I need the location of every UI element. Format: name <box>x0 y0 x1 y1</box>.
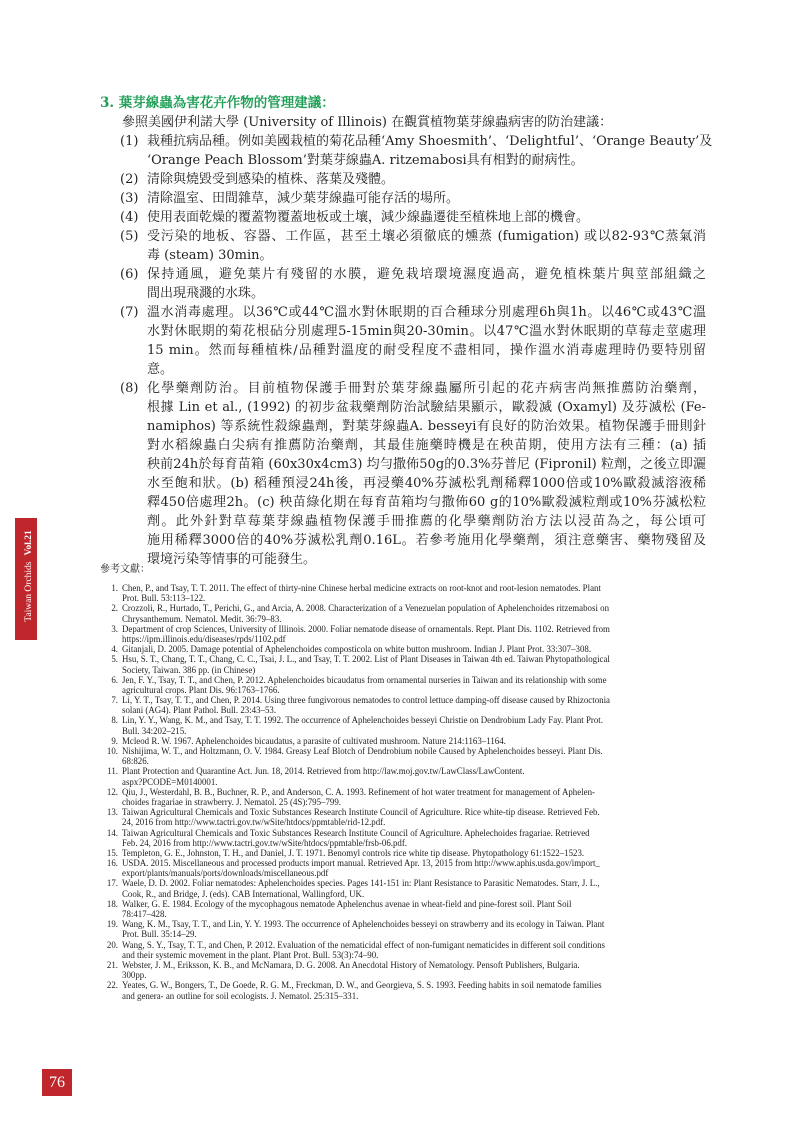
reference-line: 300pp. <box>122 970 147 981</box>
reference-line: 24, 2016 from http://www.tactri.gov.tw/wSite/htdocs/ppmtable/rid-12.pdf. <box>122 817 386 828</box>
reference-text <box>122 858 700 878</box>
reference-text <box>122 807 700 827</box>
reference-line: Mcleod R. W. 1967. Aphelenchoides bicaudatus, a parasite of cultivated mushroom. Nature 214:1163–1164. <box>122 735 506 746</box>
reference-number: 13. <box>106 807 118 818</box>
reference-text <box>122 624 700 644</box>
reference-text <box>122 878 700 898</box>
reference-line: solani (AG4). Plant Pathol. Bull. 23:43–53. <box>122 705 277 716</box>
reference-line: Crozzoli, R., Hurtado, T., Perichi, G., and Arcia, A. 2008. Characterization of a Venezuelan population of Aphelenchoides ritzemabosi on <box>122 603 610 614</box>
recommendation-item <box>120 265 706 303</box>
journal-side-tab <box>15 518 37 640</box>
reference-item <box>100 654 700 674</box>
reference-number: 14. <box>106 827 118 838</box>
reference-line: 78:417–428. <box>122 909 167 920</box>
reference-line: Nishijima, W. T., and Holtzmann, O. V. 1984. Greasy Leaf Blotch of Dendrobium nobile Caused by Aphelenchoides besseyi. Plant Dis. <box>122 746 603 757</box>
reference-number: 3. <box>111 623 118 634</box>
item-line: 水對休眠期的菊花根砧分別處理5-15min與20-30min。以47℃溫水對休眠期的草莓走莖處理 <box>147 324 706 339</box>
item-number: (8) <box>120 381 139 396</box>
reference-line: agricultural crops. Plant Dis. 96:1763–1766. <box>122 684 280 695</box>
reference-line: Bull. 34:202–215. <box>122 725 187 736</box>
reference-item <box>100 603 700 623</box>
reference-number: 8. <box>111 715 118 726</box>
reference-line: export/plants/manuals/ports/downloads/miscellaneous.pdf <box>122 868 329 879</box>
reference-item <box>100 787 700 807</box>
reference-item <box>100 583 700 603</box>
reference-number: 5. <box>111 654 118 665</box>
reference-item <box>100 940 700 960</box>
item-number: (3) <box>120 191 139 206</box>
item-number: (1) <box>120 134 139 149</box>
references-list <box>100 583 700 1001</box>
recommendation-item <box>120 132 713 170</box>
reference-line: Taiwan Agricultural Chemicals and Toxic Substances Research Institute Council of Agriculture. Rice white-tip disease. Retrieved Feb. <box>122 807 600 818</box>
reference-line: Wang, S. Y., Tsay, T. T., and Chen, P. 2012. Evaluation of the nematicidal effect of non-fumigant nematicides in different soil conditions <box>122 939 605 950</box>
item-line: 對水稻線蟲白尖病有推薦防治藥劑，其最佳施藥時機是在秧苗期，使用方法有三種：(a) 插 <box>147 438 706 453</box>
page-number: 76 <box>42 1069 72 1096</box>
item-line: ‘Orange Peach Blossom’對葉芽線蟲A. ritzemabosi具有相對的耐病性。 <box>147 153 584 168</box>
reference-item <box>100 878 700 898</box>
management-section <box>100 94 713 569</box>
reference-line: Plant Protection and Quarantine Act. Jun. 18, 2014. Retrieved from http://law.moj.gov.tw/LawClass/LawContent. <box>122 766 525 777</box>
reference-line: Department of crop Sciences, University of Illinois. 2000. Foliar nematode disease of ornamentals. Rept. Plant Dis. 1102. Retrieved from <box>122 623 610 634</box>
item-line: 溫水消毒處理。以36℃或44℃溫水對休眠期的百合種球分別處理6h與1h。以46℃或43℃溫 <box>147 305 706 320</box>
reference-line: Feb. 24, 2016 from http://www.tactri.gov.tw/wSite/htdocs/ppmtable/frsb-06.pdf. <box>122 837 408 848</box>
reference-item <box>100 675 700 695</box>
item-line: 根據 Lin et al., (1992) 的初步盆栽藥劑防治試驗結果顯示，歐殺滅 (Oxamyl) 及芬滅松 (Fe- <box>147 400 706 415</box>
reference-line: Jen, F. Y., Tsay, T. T., and Chen, P. 2012. Aphelenchoides bicaudatus from ornamental nurseries in Taiwan and its relationship with some <box>122 674 607 685</box>
item-line: 保持通風，避免葉片有殘留的水膜，避免栽培環境濕度過高，避免植株葉片與莖部組織之 <box>147 267 706 282</box>
item-text <box>147 227 706 265</box>
section-title: 3. 葉芽線蟲為害花卉作物的管理建議： <box>100 95 335 111</box>
reference-text <box>122 746 700 766</box>
reference-line: Chrysanthemum. Nematol. Medit. 36:79–83. <box>122 613 282 624</box>
reference-number: 1. <box>111 583 118 593</box>
reference-number: 6. <box>111 674 118 685</box>
reference-number: 22. <box>106 980 118 991</box>
references-title: 參考文獻： <box>100 564 150 575</box>
item-line: 清除與燒毀受到感染的植株、落葉及殘體。 <box>147 172 395 187</box>
item-line: 栽種抗病品種。例如美國栽植的菊花品種‘Amy Shoesmith’、‘Delightful’、‘Orange Beauty’及 <box>147 134 713 149</box>
journal-volume: Vol.21 <box>24 530 34 556</box>
reference-text <box>122 980 700 1000</box>
recommendation-item <box>120 170 706 189</box>
reference-line: Gitanjali, D. 2005. Damage potential of Aphelenchoides composticola on white button mushroom. Indian J. Plant Prot. 33:307–308. <box>122 644 592 655</box>
item-number: (2) <box>120 172 139 187</box>
reference-number: 12. <box>106 786 118 797</box>
reference-line: aspx?PCODE=M0140001. <box>122 776 218 787</box>
reference-item <box>100 980 700 1000</box>
item-number: (4) <box>120 210 139 225</box>
reference-text <box>122 583 700 603</box>
recommendation-item <box>120 189 706 208</box>
item-text <box>147 379 706 569</box>
reference-number: 2. <box>111 603 118 614</box>
item-text <box>147 265 706 303</box>
item-number: (5) <box>120 229 139 244</box>
reference-line: Prot. Bull. 53:113–122. <box>122 593 206 604</box>
recommendation-item <box>120 379 706 569</box>
reference-number: 21. <box>106 959 118 970</box>
reference-number: 17. <box>106 878 118 889</box>
recommendation-item <box>120 227 706 265</box>
reference-number: 4. <box>111 644 118 655</box>
item-line: 意。 <box>147 362 174 377</box>
reference-number: 19. <box>106 919 118 930</box>
reference-item <box>100 766 700 786</box>
reference-text <box>122 899 700 919</box>
reference-text <box>122 603 700 623</box>
recommendation-item <box>120 303 706 379</box>
reference-line: and genera- an outline for soil ecologists. J. Nematol. 25:315–331. <box>122 990 359 1001</box>
reference-item <box>100 919 700 939</box>
reference-line: Yeates, G. W., Bongers, T., De Goede, R. G. M., Freckman, D. W., and Georgieva, S. S. 1993. Feeding habits in soil nematode families <box>122 980 602 991</box>
reference-number: 9. <box>111 735 118 746</box>
reference-item <box>100 858 700 878</box>
item-line: 使用表面乾燥的覆蓋物覆蓋地板或土壤，減少線蟲遷徙至植株地上部的機會。 <box>147 210 590 225</box>
reference-text <box>122 940 700 960</box>
reference-item <box>100 736 700 746</box>
reference-text <box>122 644 700 654</box>
reference-line: Lin, Y. Y., Wang, K. M., and Tsay, T. T. 1992. The occurrence of Aphelenchoides besseyi Christie on Dendrobium Lady Fay. Plant Prot. <box>122 715 603 726</box>
reference-line: Taiwan Agricultural Chemicals and Toxic Substances Research Institute Council of Agriculture. Aphelechoides fragariae. Retrieved <box>122 827 590 838</box>
reference-text <box>122 715 700 735</box>
recommendation-item <box>120 208 706 227</box>
reference-item <box>100 715 700 735</box>
item-line: 化學藥劑防治。目前植物保護手冊對於葉芽線蟲屬所引起的花卉病害尚無推薦防治藥劑， <box>147 381 706 396</box>
recommendation-list <box>100 132 713 569</box>
reference-line: choides fragariae in strawberry. J. Nematol. 25 (4S):795–799. <box>122 796 342 807</box>
reference-item <box>100 746 700 766</box>
reference-line: Waele, D. D. 2002. Foliar nematodes: Aphelenchoides species. Pages 141-151 in: Plant Resistance to Parasitic Nematodes. Starr, J. L., <box>122 878 600 889</box>
reference-text <box>122 695 700 715</box>
reference-line: Webster, J. M., Eriksson, K. B., and McNamara, D. G. 2008. An Anecdotal History of Nematology. Pensoft Publishers, Bulgaria. <box>122 959 580 970</box>
reference-line: Prot. Bull. 35:14–29. <box>122 929 197 940</box>
section-intro: 參照美國伊利諾大學 (University of Illinois) 在觀賞植物葉芽線蟲病害的防治建議： <box>122 115 613 130</box>
reference-item <box>100 960 700 980</box>
reference-number: 16. <box>106 858 118 869</box>
reference-line: Chen, P., and Tsay, T. T. 2011. The effect of thirty-nine Chinese herbal medicine extracts on root-knot and root-lesion nematodes. Plant <box>122 583 601 593</box>
reference-item <box>100 828 700 848</box>
reference-text <box>122 654 700 674</box>
reference-line: Hsu, S. T., Chang, T. T., Chang, C. C., Tsai, J. L., and Tsay, T. T. 2002. List of Plant Diseases in Taiwan 4th ed. Taiwan Phytopathological <box>122 654 610 665</box>
item-line: 環境污染等情事的可能發生。 <box>147 552 317 567</box>
reference-item <box>100 644 700 654</box>
reference-line: Society, Taiwan. 386 pp. (in Chinese) <box>122 664 256 675</box>
item-line: 間出現飛濺的水珠。 <box>147 286 265 301</box>
item-line: 釋450倍處理2h。(c) 秧苗綠化期在每育苗箱均勻撒佈60 g的10%歐殺滅粒劑或10%芬滅松粒 <box>147 495 706 510</box>
reference-line: Templeton, G. E., Johnston, T. H., and Daniel, J. T. 1971. Benomyl controls rice white tip disease. Phytopathology 61:1522–1523. <box>122 847 585 858</box>
item-line: 秧前24h於每育苗箱 (60x30x4cm3) 均勻撒佈50g的0.3%芬普尼 (Fipronil) 粒劑，之後立即灑 <box>147 457 706 472</box>
item-text <box>147 303 706 379</box>
item-text <box>147 189 706 208</box>
reference-line: 68:826. <box>122 756 149 767</box>
reference-line: Li, Y. T., Tsay, T. T., and Chen, P. 2014. Using three fungivorous nematodes to control lettuce damping-off disease caused by Rhizoctonia <box>122 695 610 706</box>
item-text <box>147 170 706 189</box>
reference-number: 18. <box>106 898 118 909</box>
reference-line: and their systemic movement in the plant. Plant Prot. Bull. 53(3):74–90. <box>122 949 379 960</box>
reference-number: 7. <box>111 695 118 706</box>
reference-text <box>122 960 700 980</box>
reference-line: Wang, K. M., Tsay, T. T., and Lin, Y. Y. 1993. The occurrence of Aphelenchoides besseyi on strawberry and its ecology in Taiwan. Plant <box>122 919 605 930</box>
item-line: 毒 (steam) 30min。 <box>147 248 273 263</box>
item-line: 受污染的地板、容器、工作區，甚至土壤必須徹底的燻蒸 (fumigation) 或以82-93℃蒸氣消 <box>147 229 706 244</box>
reference-line: USDA. 2015. Miscellaneous and processed products import manual. Retrieved Apr. 13, 2015 from http://www.aphis.usda.gov/import_ <box>122 858 600 869</box>
reference-item <box>100 899 700 919</box>
item-line: 劑。此外針對草莓葉芽線蟲植物保護手冊推薦的化學藥劑防治方法以浸苗為之，每公頃可 <box>147 514 706 529</box>
item-number: (7) <box>120 305 139 320</box>
item-line: 15 min。然而每種植株/品種對溫度的耐受程度不盡相同，操作溫水消毒處理時仍要特別留 <box>147 343 706 358</box>
item-number: (6) <box>120 267 139 282</box>
item-text <box>147 208 706 227</box>
reference-line: Walker, G. E. 1984. Ecology of the mycophagous nematode Aphelenchus avenae in wheat-field and pine-forest soil. Plant Soil <box>122 898 572 909</box>
reference-text <box>122 736 700 746</box>
reference-line: https://ipm.illinois.edu/diseases/rpds/1102.pdf <box>122 633 286 644</box>
reference-item <box>100 624 700 644</box>
reference-item <box>100 848 700 858</box>
item-line: namiphos) 等系統性殺線蟲劑，對葉芽線蟲A. besseyi有良好的防治效果。植物保護手冊則針 <box>147 419 706 434</box>
journal-name: Taiwan Orchids <box>24 561 34 622</box>
item-line: 施用稀釋3000倍的40%芬滅松乳劑0.16L。若參考施用化學藥劑，須注意藥害、藥物殘留及 <box>147 533 706 548</box>
reference-number: 20. <box>106 939 118 950</box>
item-text <box>147 132 712 170</box>
reference-text <box>122 919 700 939</box>
reference-number: 11. <box>107 766 118 777</box>
item-line: 清除溫室、田間雜草，減少葉芽線蟲可能存活的場所。 <box>147 191 460 206</box>
reference-text <box>122 848 700 858</box>
reference-number: 15. <box>106 847 118 858</box>
journal-side-label <box>18 515 40 637</box>
reference-text <box>122 787 700 807</box>
reference-item <box>100 695 700 715</box>
reference-line: Qiu, J., Westerdahl, B. B., Buchner, R. P., and Anderson, C. A. 1993. Refinement of hot water treatment for management of Aphelen- <box>122 786 595 797</box>
reference-line: Cook, R., and Bridge, J. (eds). CAB International, Wallingford, UK. <box>122 888 365 899</box>
reference-item <box>100 807 700 827</box>
reference-number: 10. <box>106 746 118 757</box>
item-line: 水至飽和狀。(b) 稻種預浸24h後，再浸藥40%芬滅松乳劑稀釋1000倍或10%歐殺滅溶液稀 <box>147 476 706 491</box>
reference-text <box>122 828 700 848</box>
reference-text <box>122 766 700 786</box>
reference-text <box>122 675 700 695</box>
